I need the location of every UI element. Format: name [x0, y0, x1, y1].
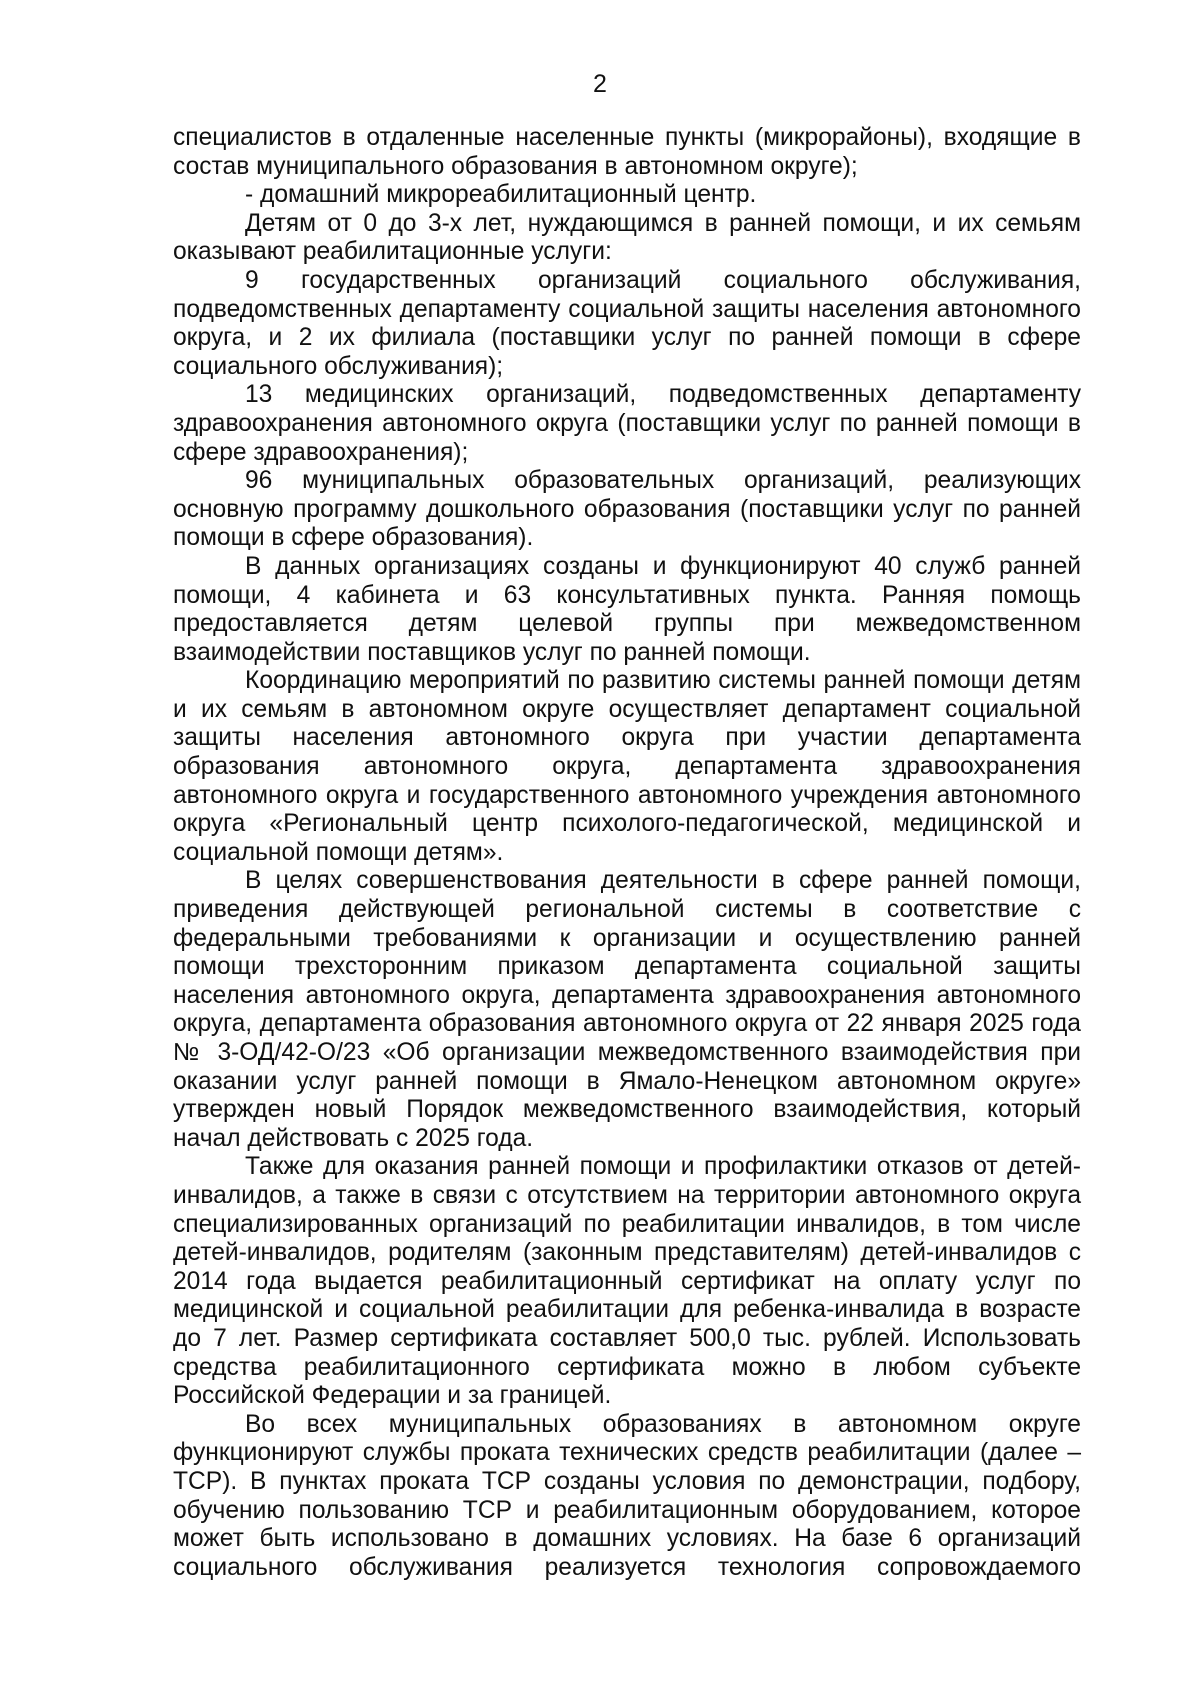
paragraph-continuation: специалистов в отдаленные населенные пункты (микрорайоны), входящие в состав муниципального образования в автономном округе); [173, 124, 1081, 180]
paragraph-rental-services: Во всех муниципальных образованиях в автономном округе функционируют службы проката технических средств реабилитации (далее – ТСР). В пунктах проката ТСР созданы условия по демонстрации, подбору, обучению пользованию ТСР и реабилитационным оборудованием, которое может быть использовано в домашних условиях. На базе 6 организаций социального обслуживания реализуется технология сопровождаемого [173, 1410, 1081, 1581]
paragraph-intro-services: Детям от 0 до 3-х лет, нуждающимся в ранней помощи, и их семьям оказывают реабилитационные услуги: [173, 209, 1081, 266]
paragraph-medical-organizations: 13 медицинских организаций, подведомственных департаменту здравоохранения автономного округа (поставщики услуг по ранней помощи в сфере здравоохранения); [173, 381, 1081, 466]
paragraph-improvement-order: В целях совершенствования деятельности в сфере ранней помощи, приведения действующей региональной системы в соответствие с федеральными требованиями к организации и осуществлению ранней помощи трехсторонним приказом департамента социальной защиты населения автономного округа, департамента здравоохранения автономного округа, департамента образования автономного округа от 22 января 2025 года № 3-ОД/42-О/23 «Об организации межведомственного взаимодействия при оказании услуг ранней помощи в Ямало-Ненецком автономном округе» утвержден новый Порядок межведомственного взаимодействия, который начал действовать с 2025 года. [173, 867, 1081, 1152]
paragraph-educational-organizations: 96 муниципальных образовательных организаций, реализующих основную программу дошкольного образования (поставщики услуг по ранней помощи в сфере образования). [173, 467, 1081, 552]
paragraph-services-created: В данных организациях созданы и функционируют 40 служб ранней помощи, 4 кабинета и 63 консультативных пункта. Ранняя помощь предоставляется детям целевой группы при межведомственном взаимодействии поставщиков услуг по ранней помощи. [173, 552, 1081, 666]
page-number: 2 [593, 70, 607, 98]
paragraph-rehabilitation-certificate: Также для оказания ранней помощи и профилактики отказов от детей-инвалидов, а также в связи с отсутствием на территории автономного округа специализированных организаций по реабилитации инвалидов, в том числе детей-инвалидов, родителям (законным представителям) детей-инвалидов с 2014 года выдается реабилитационный сертификат на оплату услуг по медицинской и социальной реабилитации для ребенка-инвалида в возрасте до 7 лет. Размер сертификата составляет 500,0 тыс. рублей. Использовать средства реабилитационного сертификата можно в любом субъекте Российской Федерации и за границей. [173, 1153, 1081, 1410]
paragraph-coordination: Координацию мероприятий по развитию системы ранней помощи детям и их семьям в автономном округе осуществляет департамент социальной защиты населения автономного округа при участии департамента образования автономного округа, департамента здравоохранения автономного округа и государственного автономного учреждения автономного округа «Региональный центр психолого-педагогической, медицинской и социальной помощи детям». [173, 667, 1081, 866]
document-body [173, 124, 1081, 1582]
paragraph-home-center: - домашний микрореабилитационный центр. [245, 181, 757, 209]
paragraph-state-organizations: 9 государственных организаций социального обслуживания, подведомственных департаменту социальной защиты населения автономного округа, и 2 их филиала (поставщики услуг по ранней помощи в сфере социального обслуживания); [173, 266, 1081, 380]
